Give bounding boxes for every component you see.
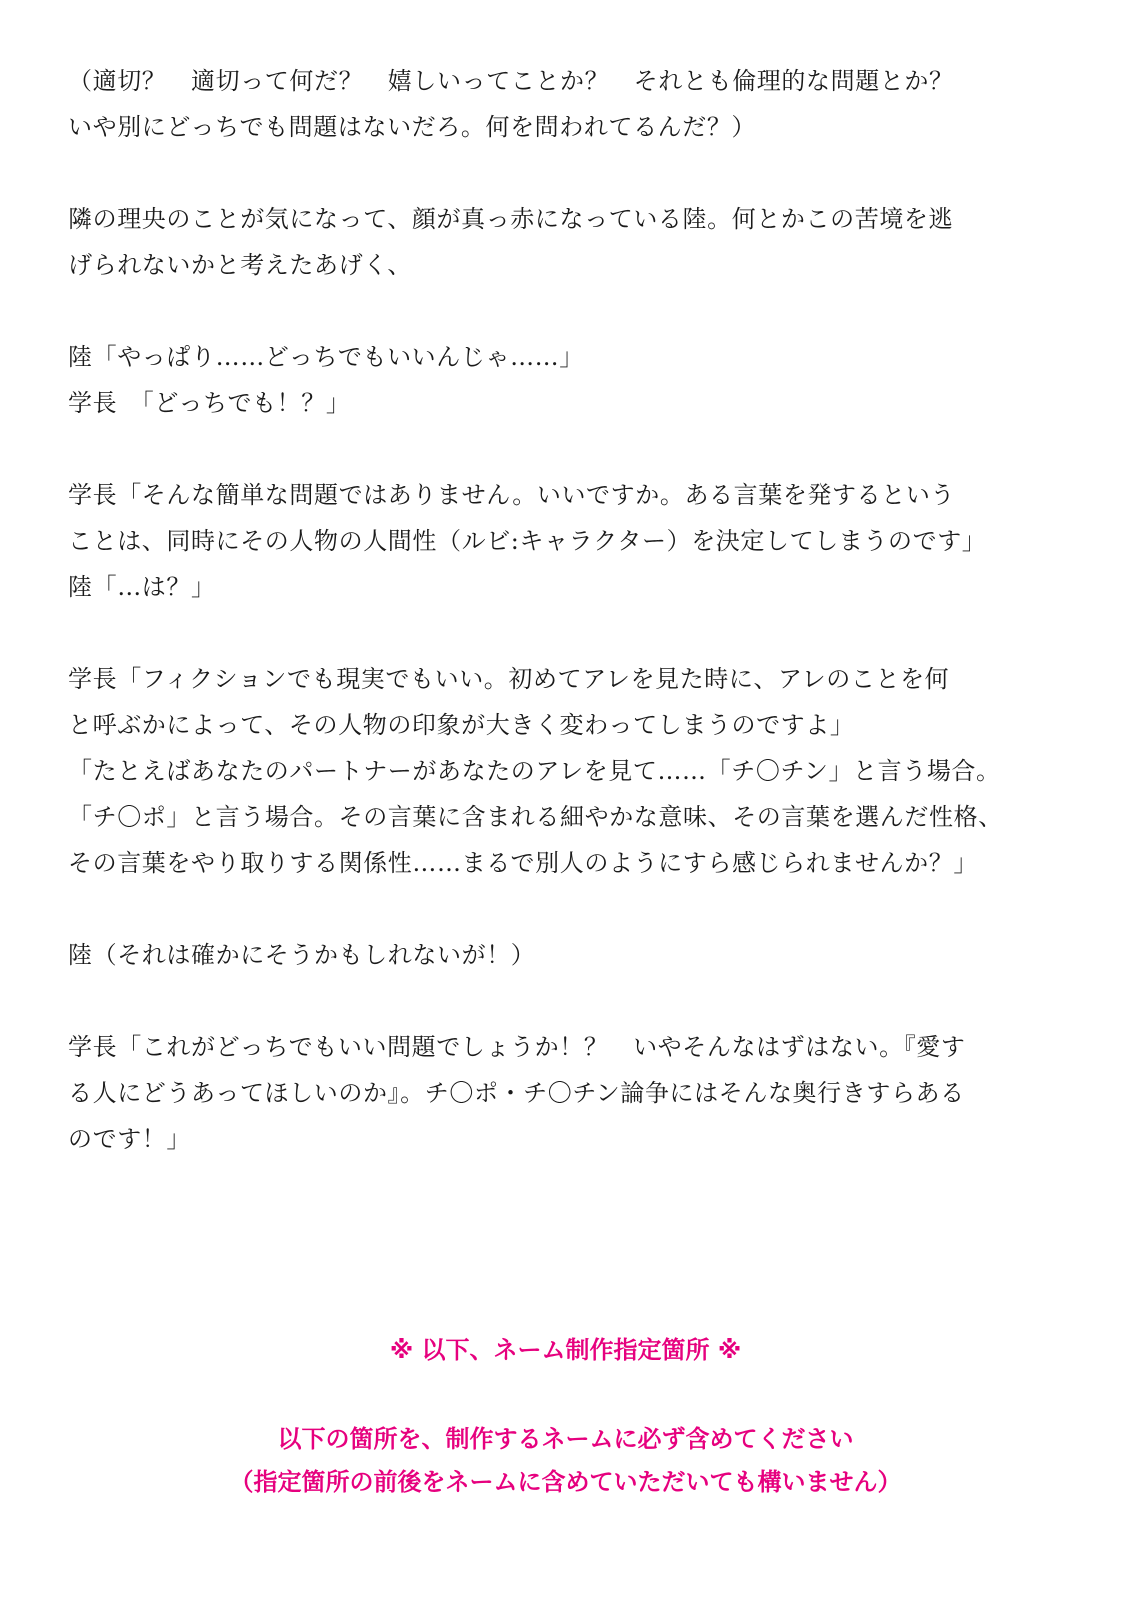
blank-line xyxy=(68,426,1063,472)
dialogue-line: 学長 「どっちでも！？」 xyxy=(68,389,351,417)
dialogue-line: と呼ぶかによって、その人物の印象が大きく変わってしまうのですよ」 xyxy=(68,711,855,739)
dialogue-line: 学長「そんな簡単な問題ではありません。いいですか。ある言葉を発するという xyxy=(68,481,956,509)
dialogue-line: 「チ〇ポ」と言う場合。その言葉に含まれる細やかな意味、その言葉を選んだ性格、 xyxy=(68,803,1003,831)
dialogue-line: 陸「やっぱり……どっちでもいいんじゃ……」 xyxy=(68,343,584,371)
blank-line xyxy=(68,978,1063,1024)
blank-line xyxy=(68,288,1063,334)
blank-line xyxy=(68,886,1063,932)
dialogue-line: その言葉をやり取りする関係性……まるで別人のようにすら感じられませんか？」 xyxy=(68,849,978,877)
text-line: （適切？ 適切って何だ？ 嬉しいってことか？ それとも倫理的な問題とか？ xyxy=(68,67,954,95)
blank-line xyxy=(68,610,1063,656)
dialogue-line: 陸（それは確かにそうかもしれないが！） xyxy=(68,941,536,969)
script-body xyxy=(68,58,1063,1162)
dialogue-line: 「たとえばあなたのパートナーがあなたのアレを見て……「チ〇チン」と言う場合。 xyxy=(68,757,1001,785)
notice-instruction: 以下の箇所を、制作するネームに必ず含めてください xyxy=(277,1425,854,1453)
dialogue-line: ことは、同時にその人物の人間性（ルビ:キャラクター）を決定してしまうのです」 xyxy=(68,527,987,555)
blank-line xyxy=(68,150,1063,196)
text-line: いや別にどっちでも問題はないだろ。何を問われてるんだ？） xyxy=(68,113,757,141)
dialogue-line: 陸「…は？」 xyxy=(68,573,216,601)
notice-heading: ※ 以下、ネーム制作指定箇所 ※ xyxy=(389,1336,742,1364)
dialogue-line: 学長「フィクションでも現実でもいい。初めてアレを見た時に、アレのことを何 xyxy=(68,665,950,693)
text-line: 隣の理央のことが気になって、顔が真っ赤になっている陸。何とかこの苦境を逃 xyxy=(68,205,954,233)
dialogue-line: る人にどうあってほしいのか』。チ〇ポ・チ〇チン論争にはそんな奥行きすらある xyxy=(68,1079,965,1107)
notice-note: （指定箇所の前後をネームに含めていただいても構いません） xyxy=(229,1468,902,1496)
dialogue-line: のです！」 xyxy=(68,1125,191,1153)
dialogue-line: 学長「これがどっちでもいい問題でしょうか！？ いやそんなはずはない。『愛す xyxy=(68,1033,966,1061)
text-line: げられないかと考えたあげく、 xyxy=(68,251,412,279)
